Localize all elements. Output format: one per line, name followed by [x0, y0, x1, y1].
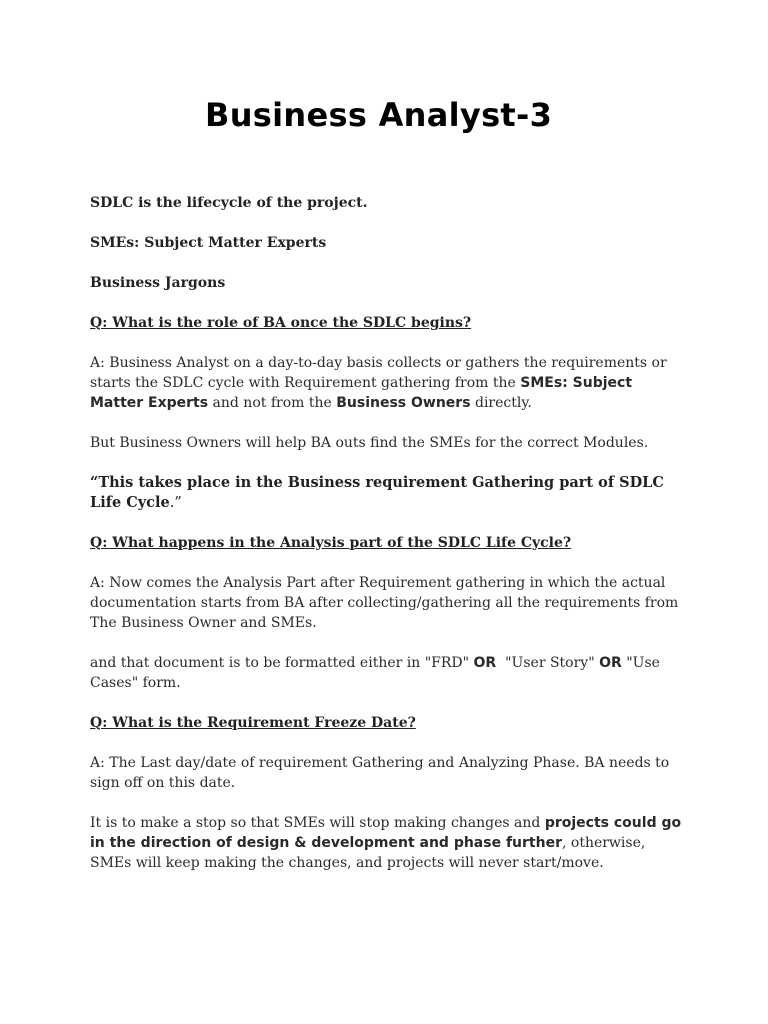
document-title: Business Analyst-3	[205, 96, 553, 134]
statement-sdlc: SDLC is the lifecycle of the project.	[90, 195, 368, 211]
answer-1	[90, 353, 690, 413]
answer-3-text-a: It is to make a stop so that SMEs will stop making changes and	[90, 815, 545, 831]
answer-2: A: Now comes the Analysis Part after Requirement gathering in which the actual documentation starts from BA after collecting/gathering all the requirements from The Business Owner and SMEs.	[90, 575, 679, 631]
answer-3-paragraph-2	[90, 813, 690, 873]
answer-1-text-c: and not from the	[208, 395, 337, 411]
quote-end: .”	[169, 495, 182, 511]
or-bold-1: OR	[473, 655, 497, 671]
answer-3-bold: projects could go in the direction of design & development and phase further	[90, 815, 682, 851]
answer-1-quote	[90, 473, 690, 513]
question-1: Q: What is the role of BA once the SDLC begins?	[90, 315, 472, 331]
answer-3-text-c: , otherwise, SMEs will keep making the changes, and projects will never start/move.	[90, 835, 646, 871]
answer-2-paragraph-2	[90, 653, 690, 693]
document-body	[90, 193, 690, 893]
statement-jargons: Business Jargons	[90, 275, 226, 291]
answer-2-text-c: "Use Cases" form.	[90, 655, 660, 691]
question-3: Q: What is the Requirement Freeze Date?	[90, 715, 416, 731]
question-2: Q: What happens in the Analysis part of the SDLC Life Cycle?	[90, 535, 572, 551]
answer-1-smes-bold: SMEs: Subject Matter Experts	[90, 375, 633, 411]
answer-2-text-a: and that document is to be formatted either in "FRD"	[90, 655, 474, 671]
answer-2-text-b: "User Story"	[496, 655, 600, 671]
statement-smes: SMEs: Subject Matter Experts	[90, 235, 327, 251]
or-bold-2: OR	[599, 655, 622, 671]
answer-1-paragraph-2: But Business Owners will help BA outs find the SMEs for the correct Modules.	[90, 435, 649, 451]
answer-1-text-a: A: Business Analyst on a day-to-day basis collects or gathers the requirements or starts the SDLC cycle with Requirement gathering from the	[90, 355, 667, 391]
answer-1-text-e: directly.	[470, 395, 532, 411]
answer-3: A: The Last day/date of requirement Gathering and Analyzing Phase. BA needs to sign off on this date.	[90, 755, 670, 791]
answer-1-owners-bold: Business Owners	[336, 395, 471, 411]
quote-text: “This takes place in the Business requirement Gathering part of SDLC Life Cycle	[90, 474, 664, 511]
